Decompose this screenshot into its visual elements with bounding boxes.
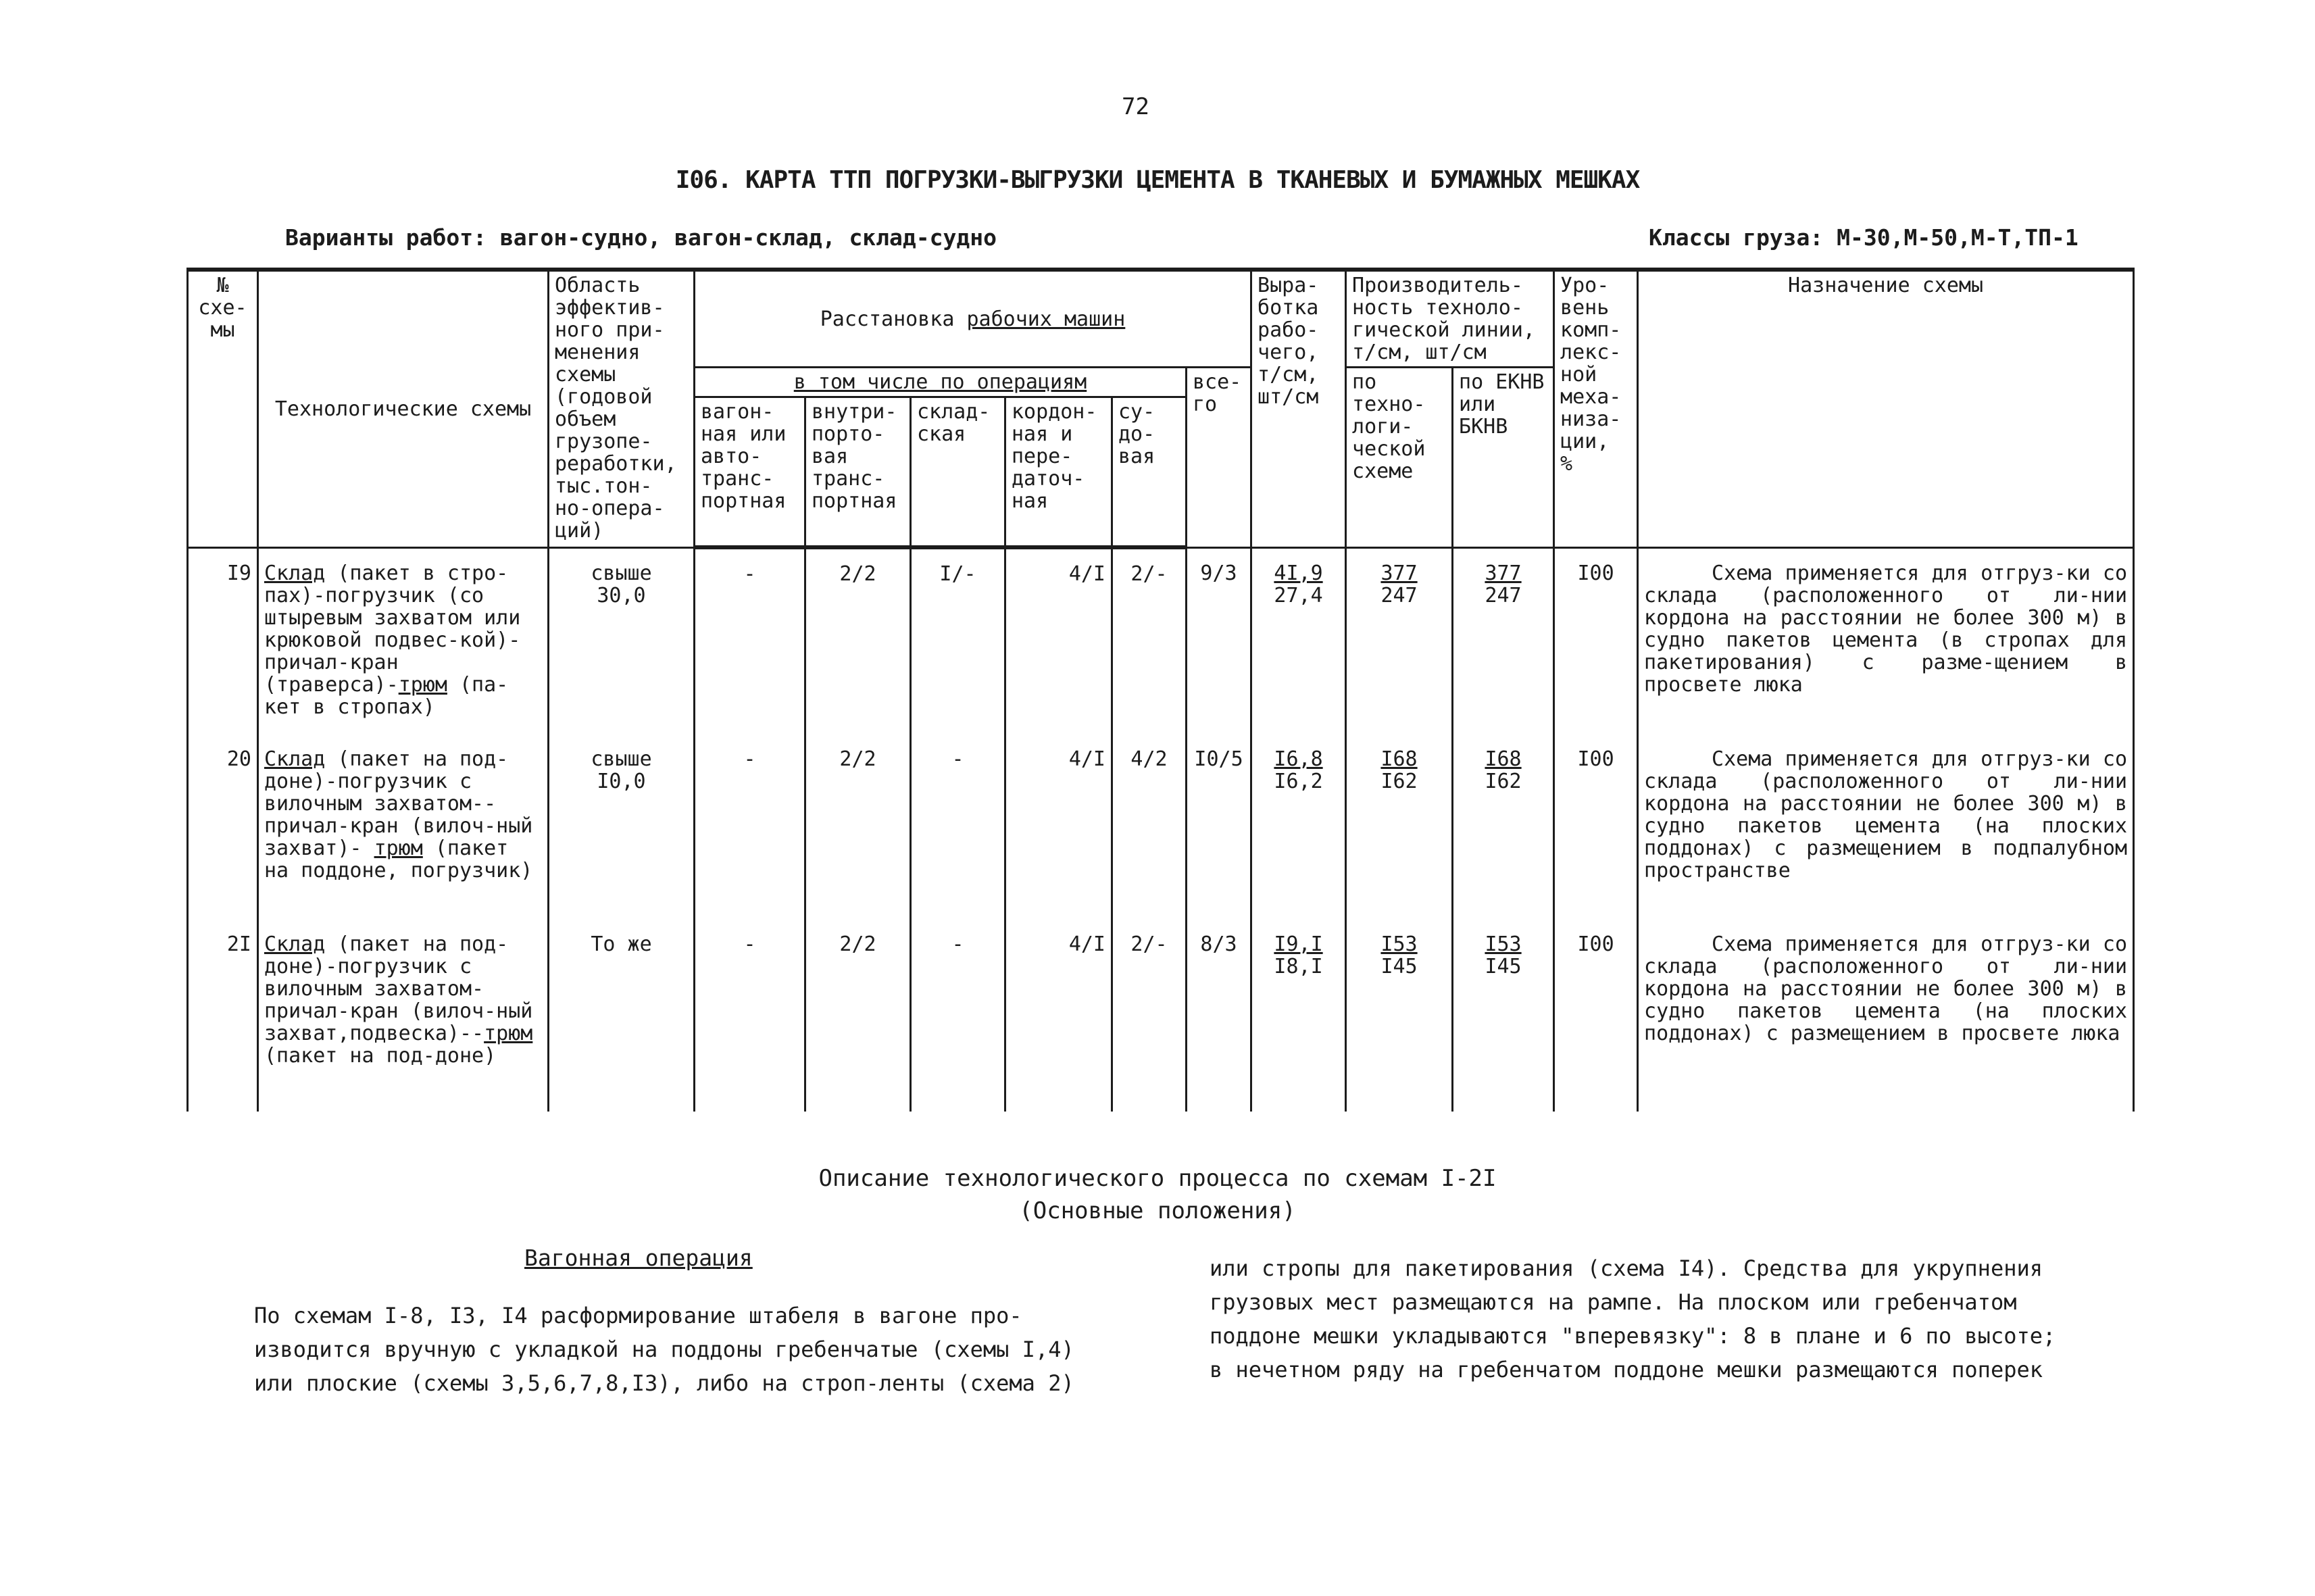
header-placement-prefix: Расстановка — [820, 307, 955, 331]
header-op-ship: су-до-вая — [1112, 397, 1187, 548]
scheme-start: Склад — [264, 932, 326, 956]
row-mech: I00 — [1554, 734, 1638, 920]
output-top: I9,I — [1274, 932, 1323, 956]
header-mech-level: Уро-вень комп-лекс-ной меха-низа-ции, % — [1554, 270, 1638, 547]
prod-tech-top: I68 — [1380, 747, 1418, 771]
scheme-start: Склад — [264, 747, 326, 771]
paragraph-line: По схемам I-8, I3, I4 расформирование штабеля в вагоне про- — [254, 1303, 1022, 1328]
prod-tech-bottom: 247 — [1380, 583, 1418, 607]
row-output — [1251, 920, 1346, 1112]
row-scheme — [258, 734, 549, 920]
row-op-internal: 2/2 — [805, 547, 911, 734]
row-no: I9 — [188, 547, 258, 734]
row-purpose: Схема применяется для отгруз-ки со склада (расположенного от ли-нии кордона на расстоянии не более 300 м) в судно пакетов цемента (в стропах для пакетирования) с разме-щением в просвете люка — [1638, 547, 2134, 734]
output-bottom: 27,4 — [1274, 583, 1323, 607]
row-purpose: Схема применяется для отгруз-ки со склада (расположенного от ли-нии кордона на расстоянии не более 300 м) в судно пакетов цемента (на плоских поддонах) с размещением в подпалубном пространстве — [1638, 734, 2134, 920]
paragraph-line: или плоские (схемы 3,5,6,7,8,I3), либо на строп-ленты (схема 2) — [254, 1370, 1074, 1396]
row-op-kordon: 4/I — [1005, 734, 1112, 920]
prod-ekhnv-bottom: I45 — [1485, 955, 1522, 978]
paragraph-line: поддоне мешки укладываются "вперевязку": 8 в плане и 6 по высоте; — [1210, 1323, 2056, 1349]
prod-tech-bottom: I45 — [1380, 955, 1418, 978]
row-op-warehouse: - — [911, 734, 1005, 920]
row-purpose: Схема применяется для отгруз-ки со склада (расположенного от ли-нии кордона на расстоянии не более 300 м) в судно пакетов цемента (на плоских поддонах) с размещением в просвете люка — [1638, 920, 2134, 1112]
row-op-internal: 2/2 — [805, 734, 911, 920]
cargo-classes: Классы груза: М-30,М-50,М-Т,ТП-1 — [1649, 224, 2078, 251]
row-prod-tech — [1346, 547, 1453, 734]
paragraph-line: изводится вручную с укладкой на поддоны гребенчатые (схемы I,4) — [254, 1337, 1074, 1362]
prod-ekhnv-top: 377 — [1485, 561, 1522, 585]
header-prod-ekhnv: по ЕКНВ или БКНВ — [1453, 368, 1554, 548]
work-variants: Варианты работ: вагон-судно, вагон-склад, склад-судно — [285, 224, 997, 251]
row-op-warehouse: - — [911, 920, 1005, 1112]
output-top: 4I,9 — [1274, 561, 1323, 585]
output-bottom: I8,I — [1274, 955, 1323, 978]
row-op-total: I0/5 — [1187, 734, 1251, 920]
header-area: Область эффектив-ного при-менения схемы (годовой объем грузопе-реработки, тыс.тон-но-опера-ций) — [549, 270, 695, 547]
description-title: Описание технологического процесса по схемам I-2I — [818, 1165, 1497, 1192]
row-op-kordon: 4/I — [1005, 920, 1112, 1112]
row-prod-tech — [1346, 920, 1453, 1112]
header-purpose: Назначение схемы — [1638, 270, 2134, 547]
header-op-warehouse: склад-ская — [911, 397, 1005, 548]
area-line-1: свыше — [591, 561, 652, 585]
header-productivity: Производитель-ность техноло-гической линии, т/см, шт/см — [1346, 270, 1554, 368]
header-op-kordon: кордон-ная и пере-даточ-ная — [1005, 397, 1112, 548]
row-op-warehouse: I/- — [911, 547, 1005, 734]
scheme-start: Склад — [264, 561, 326, 585]
table-row — [188, 734, 2134, 920]
scheme-end: трюм — [398, 672, 447, 697]
page-title: I06. КАРТА ТТП ПОГРУЗКИ-ВЫГРУЗКИ ЦЕМЕНТА В ТКАНЕВЫХ И БУМАЖНЫХ МЕШКАХ — [675, 166, 1640, 194]
prod-ekhnv-top: I68 — [1485, 747, 1522, 771]
scheme-text-end: (па-кет в стропах) — [264, 672, 509, 719]
row-prod-ekhnv — [1453, 920, 1554, 1112]
ttp-table — [186, 268, 2135, 1112]
header-op-internal: внутри-порто-вая транс-портная — [805, 397, 911, 548]
area-line-1: свыше — [591, 747, 652, 771]
scheme-end: трюм — [374, 837, 423, 860]
row-area — [549, 547, 695, 734]
table-row — [188, 920, 2134, 1112]
row-prod-ekhnv — [1453, 734, 1554, 920]
text-column-left — [254, 1299, 1085, 1400]
area-line-1: То же — [591, 932, 652, 956]
prod-tech-top: 377 — [1380, 561, 1418, 585]
row-no: 2I — [188, 920, 258, 1112]
scheme-text-end: (пакет на под-доне) — [264, 1044, 497, 1068]
row-scheme — [258, 547, 549, 734]
row-op-total: 8/3 — [1187, 920, 1251, 1112]
table-row — [188, 547, 2134, 734]
header-prod-tech: по техно-логи-ческой схеме — [1346, 368, 1453, 548]
row-op-ship: 2/- — [1112, 920, 1187, 1112]
row-prod-ekhnv — [1453, 547, 1554, 734]
row-mech: I00 — [1554, 547, 1638, 734]
prod-tech-top: I53 — [1380, 932, 1418, 956]
header-placement-suffix: рабочих машин — [966, 307, 1126, 331]
row-op-total: 9/3 — [1187, 547, 1251, 734]
row-op-wagon: - — [695, 920, 805, 1112]
row-area — [549, 920, 695, 1112]
output-top: I6,8 — [1274, 747, 1323, 771]
paragraph-line: или стропы для пакетирования (схема I4). Средства для укрупнения — [1210, 1255, 2043, 1281]
description-subtitle: (Основные положения) — [1019, 1197, 1296, 1224]
row-op-kordon: 4/I — [1005, 547, 1112, 734]
row-op-ship: 2/- — [1112, 547, 1187, 734]
page-number: 72 — [1122, 93, 1149, 120]
row-op-wagon: - — [695, 734, 805, 920]
row-op-ship: 4/2 — [1112, 734, 1187, 920]
header-by-operations: в том числе по операциям — [695, 368, 1187, 397]
scheme-text: (пакет на под-доне)-погрузчик с вилочным захватом--причал-кран (вилоч-ный захват)- — [264, 747, 533, 860]
paragraph-line: грузовых мест размещаются на рампе. На плоском или гребенчатом — [1210, 1289, 2017, 1315]
row-op-internal: 2/2 — [805, 920, 911, 1112]
scheme-end: трюм — [484, 1022, 533, 1045]
header-placement — [695, 270, 1251, 368]
scheme-text: (пакет в стро-пах)-погрузчик (со штыревым захватом или крюковой подвес-кой)-причал-кран (траверса)- — [264, 561, 521, 697]
row-area — [549, 734, 695, 920]
scheme-text: (пакет на под-доне)-погрузчик с вилочным захватом-причал-кран (вилоч-ный захват,подвеска)-- — [264, 932, 533, 1045]
header-op-total: все-го — [1187, 368, 1251, 548]
header-tech-schemes: Технологические схемы — [258, 270, 549, 547]
prod-tech-bottom: I62 — [1380, 770, 1418, 793]
row-prod-tech — [1346, 734, 1453, 920]
section-heading: Вагонная операция — [524, 1245, 753, 1271]
prod-ekhnv-top: I53 — [1485, 932, 1522, 956]
row-output — [1251, 547, 1346, 734]
area-line-2: I0,0 — [597, 770, 646, 793]
paragraph-line: в нечетном ряду на гребенчатом поддоне мешки размещаются поперек — [1210, 1357, 2043, 1382]
header-scheme-no: № схе-мы — [188, 270, 258, 547]
row-mech: I00 — [1554, 920, 1638, 1112]
prod-ekhnv-bottom: I62 — [1485, 770, 1522, 793]
row-op-wagon: - — [695, 547, 805, 734]
row-output — [1251, 734, 1346, 920]
row-no: 20 — [188, 734, 258, 920]
header-op-wagon: вагон-ная или авто-транс-портная — [695, 397, 805, 548]
text-column-right — [1210, 1251, 2122, 1387]
area-line-2: 30,0 — [597, 583, 646, 607]
scheme-text-end: (пакет на поддоне, погрузчик) — [264, 837, 533, 882]
output-bottom: I6,2 — [1274, 770, 1323, 793]
prod-ekhnv-bottom: 247 — [1485, 583, 1522, 607]
header-output: Выра-ботка рабо-чего, т/см, шт/см — [1251, 270, 1346, 547]
row-scheme — [258, 920, 549, 1112]
